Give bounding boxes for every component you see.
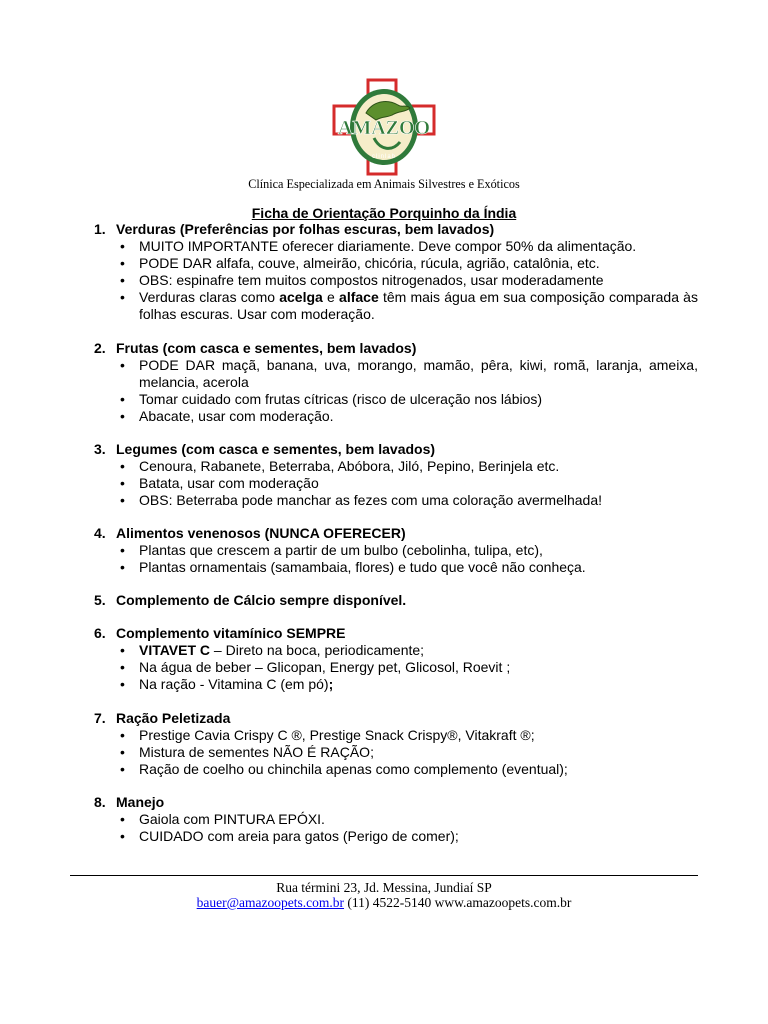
clinic-subtitle: Clínica Especializada em Animais Silvestres e Exóticos (248, 177, 520, 191)
list-item-text: Batata, usar com moderação (139, 475, 319, 491)
section-frutas (94, 340, 698, 425)
list-item-text: – Direto na boca, periodicamente; (210, 642, 425, 658)
list-item-text: Plantas ornamentais (samambaia, flores) e tudo que você não conheça. (139, 559, 586, 575)
list-item: • Plantas ornamentais (samambaia, flores) e tudo que você não conheça. (120, 559, 586, 575)
bold-term: alface (339, 289, 379, 305)
section-number: 8. (94, 794, 106, 810)
section-heading (94, 710, 698, 727)
list-item: • Na água de beber – Glicopan, Energy pet, Glicosol, Roevit ; (120, 659, 511, 675)
list-item-text: Plantas que crescem a partir de um bulbo (cebolinha, tulipa, etc), (139, 542, 543, 558)
page-title: Ficha de Orientação Porquinho da Índia (251, 205, 517, 221)
list-item: • Ração de coelho ou chinchila apenas como complemento (eventual); (120, 761, 568, 777)
list-item-text: Ração de coelho ou chinchila apenas como complemento (eventual); (139, 761, 568, 777)
section-heading (94, 525, 698, 542)
section-heading (94, 340, 698, 357)
section-legumes (94, 441, 698, 509)
list-item: • MUITO IMPORTANTE oferecer diariamente. Deve compor 50% da alimentação. (120, 238, 637, 254)
list-item-text: Verduras claras como (139, 289, 280, 305)
list-item-text: CUIDADO com areia para gatos (Perigo de comer); (139, 828, 459, 844)
footer-contact (0, 895, 768, 911)
list-item: • PODE DAR alfafa, couve, almeirão, chicória, rúcula, agrião, catalônia, etc. (120, 255, 600, 271)
section-manejo (94, 794, 698, 845)
list-item-text: MUITO IMPORTANTE oferecer diariamente. Deve compor 50% da alimentação. (139, 238, 637, 254)
bold-term: VITAVET C (139, 642, 211, 658)
footer-divider (70, 875, 698, 876)
list-item-text: Na ração - Vitamina C (em pó) (139, 676, 329, 692)
section-title: Complemento vitamínico SEMPRE (116, 625, 346, 641)
list-item: • Prestige Cavia Crispy C ®, Prestige Snack Crispy®, Vitakraft ®; (120, 727, 535, 743)
section-title: Ração Peletizada (116, 710, 231, 726)
list-item: • VITAVET C – Direto na boca, periodicamente; (120, 642, 425, 658)
bold-term: ; (328, 676, 334, 692)
section-title: Legumes (com casca e sementes, bem lavados) (116, 441, 436, 457)
list-item: • Abacate, usar com moderação. (120, 408, 334, 424)
list-item: • Plantas que crescem a partir de um bulbo (cebolinha, tulipa, etc), (120, 542, 543, 558)
list-item: • CUIDADO com areia para gatos (Perigo de comer); (120, 828, 459, 844)
list-item: • OBS: espinafre tem muitos compostos nitrogenados, usar moderadamente (120, 272, 604, 288)
bold-term: acelga (279, 289, 323, 305)
list-item: • Mistura de sementes NÃO É RAÇÃO; (120, 744, 374, 760)
section-number: 4. (94, 525, 106, 541)
list-item-text: Prestige Cavia Crispy C ®, Prestige Snack Crispy®, Vitakraft ®; (139, 727, 535, 743)
list-item-text: Gaiola com PINTURA EPÓXI. (139, 811, 325, 827)
logo-brand-text: AMAZOO (337, 117, 431, 139)
list-item: • Batata, usar com moderação (120, 475, 319, 491)
list-item-text: Tomar cuidado com frutas cítricas (risco de ulceração nos lábios) (139, 391, 543, 407)
section-heading (94, 625, 698, 642)
section-number: 6. (94, 625, 106, 641)
section-heading (94, 221, 698, 238)
list-item: • Tomar cuidado com frutas cítricas (risco de ulceração nos lábios) (120, 391, 543, 407)
list-item-text: e (322, 289, 340, 305)
logo-tagline-text: clinlab (371, 154, 397, 160)
section-number: 3. (94, 441, 106, 457)
list-item-text: Na água de beber – Glicopan, Energy pet, Glicosol, Roevit ; (139, 659, 511, 675)
section-heading (94, 794, 698, 811)
list-item: • Cenoura, Rabanete, Beterraba, Abóbora, Jiló, Pepino, Berinjela etc. (120, 458, 560, 474)
list-item-text: OBS: espinafre tem muitos compostos nitrogenados, usar moderadamente (139, 272, 604, 288)
section-title: Manejo (116, 794, 165, 810)
section-title: Alimentos venenosos (NUNCA OFERECER) (116, 525, 406, 541)
list-item-text: Cenoura, Rabanete, Beterraba, Abóbora, Jiló, Pepino, Berinjela etc. (139, 458, 560, 474)
list-item: • Na ração - Vitamina C (em pó); (120, 676, 334, 692)
section-number: 1. (94, 221, 106, 237)
amazoo-logo (328, 78, 440, 176)
section-heading (94, 592, 698, 609)
section-number: 5. (94, 592, 106, 608)
section-title: Complemento de Cálcio sempre disponível. (116, 592, 407, 608)
section-calcio (94, 592, 698, 609)
list-item-text: PODE DAR maçã, banana, uva, morango, mamão, pêra, kiwi, romã, laranja, ameixa, melancia, acerola (139, 357, 698, 390)
section-number: 2. (94, 340, 106, 356)
list-item-text: têm mais água em sua composição comparada às folhas escuras. Usar com moderação. (139, 289, 698, 322)
section-title: Frutas (com casca e sementes, bem lavados) (116, 340, 417, 356)
section-verduras (94, 221, 698, 323)
list-item-text: PODE DAR alfafa, couve, almeirão, chicória, rúcula, agrião, catalônia, etc. (139, 255, 600, 271)
list-item: • OBS: Beterraba pode manchar as fezes com uma coloração avermelhada! (120, 492, 603, 508)
footer-address: Rua términi 23, Jd. Messina, Jundiaí SP (276, 880, 492, 895)
section-heading (94, 441, 698, 458)
section-racao (94, 710, 698, 778)
list-item: • Gaiola com PINTURA EPÓXI. (120, 811, 325, 827)
section-title: Verduras (Preferências por folhas escuras, bem lavados) (116, 221, 495, 237)
list-item: • PODE DAR maçã, banana, uva, morango, mamão, pêra, kiwi, romã, laranja, ameixa, melancia, acerola (120, 357, 698, 390)
list-item-text: Abacate, usar com moderação. (139, 408, 334, 424)
list-item-text: OBS: Beterraba pode manchar as fezes com uma coloração avermelhada! (139, 492, 603, 508)
section-number: 7. (94, 710, 106, 726)
list-item-text: Mistura de sementes NÃO É RAÇÃO; (139, 744, 374, 760)
section-vitaminico (94, 625, 698, 693)
footer-phone-web: (11) 4522-5140 www.amazoopets.com.br (344, 895, 572, 910)
list-item: • Verduras claras como acelga e alface têm mais água em sua composição comparada às folhas escuras. Usar com moderação. (120, 289, 698, 322)
email-link[interactable]: bauer@amazoopets.com.br (196, 895, 345, 910)
section-alimentos-venenosos (94, 525, 698, 576)
